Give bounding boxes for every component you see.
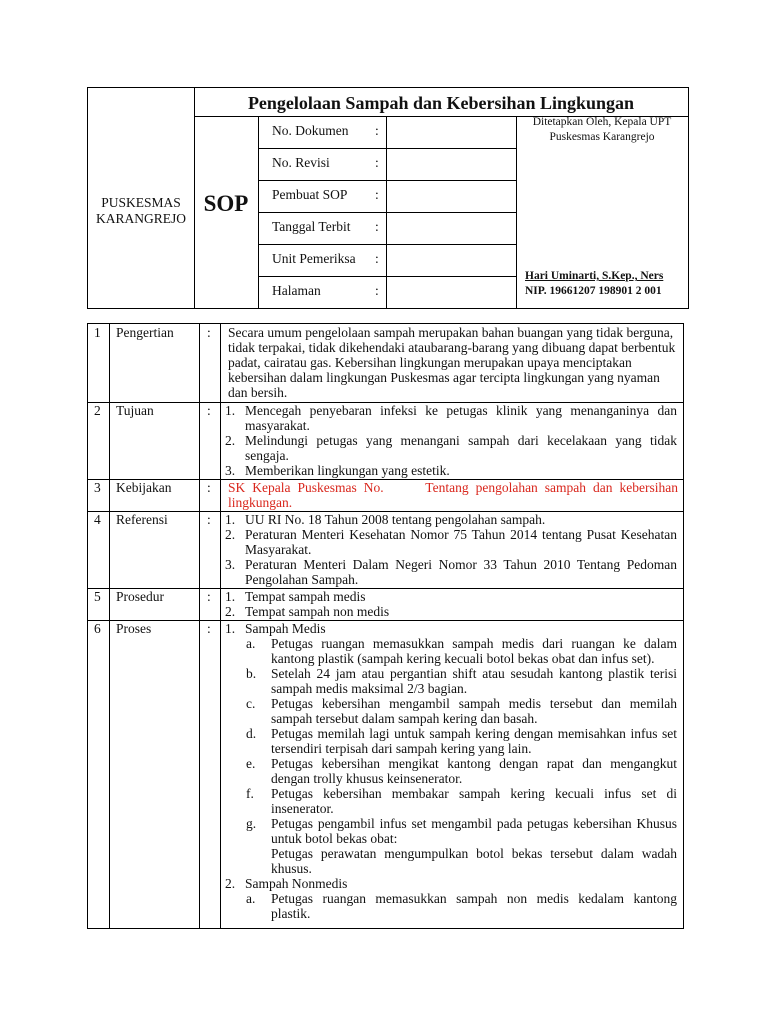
divider [220, 324, 221, 928]
sub-item: b. Setelah 24 jam atau pergantian shift atau sesudah kantong plastik terisi sampah medis maksimal 2/3 bagian. [246, 666, 677, 696]
row-number: 1 [94, 325, 101, 340]
sub-item: c. Petugas kebersihan mengambil sampah medis tersebut dan memilah sampah tersebut dalam sampah kering dan basah. [246, 696, 677, 726]
list-item: 1. UU RI No. 18 Tahun 2008 tentang pengolahan sampah. [225, 512, 546, 527]
authority-text: Ditetapkan Oleh, Kepala UPT Puskesmas Karangrejo [532, 116, 672, 143]
row-number: 4 [94, 512, 101, 527]
row-number: 5 [94, 589, 101, 604]
sub-item-note: Petugas perawatan mengumpulkan botol bekas tersebut dalam wadah khusus. [271, 846, 677, 876]
signer-name: Hari Uminarti, S.Kep., Ners [525, 270, 664, 282]
row-colon: : [207, 480, 211, 495]
pengertian-text: Secara umum pengelolaan sampah merupakan bahan buangan yang tidak berguna, tidak terpakai, tidak dikehendaki ataubarang-barang yang dibuang dapat berbentuk padat, cairatau gas. Kebersihan lingkungan merupakan upaya menciptakan kebersihan dalam lingkungan Puskesmas agar tercipta lingkungan yang nyaman dan bersih. [228, 325, 676, 400]
divider [109, 324, 110, 928]
row-colon: : [207, 621, 211, 636]
sub-item: g. Petugas pengambil infus set mengambil pada petugas kebersihan Khusus untuk botol bekas obat: [246, 816, 677, 846]
kebijakan-text: SK Kepala Puskesmas No. Tentang pengolahan sampah dan kebersihan lingkungan. [228, 480, 682, 510]
row-colon: : [207, 403, 211, 418]
row-key: Referensi [116, 512, 168, 527]
row-number: 2 [94, 403, 101, 418]
field-colon: : [375, 155, 379, 170]
list-item: 1. Mencegah penyebaran infeksi ke petugas klinik yang menanganinya dan masyarakat. [225, 403, 677, 433]
signer-nip: NIP. 19661207 198901 2 001 [525, 285, 662, 297]
field-colon: : [375, 283, 379, 298]
sub-item: f. Petugas kebersihan membakar sampah kering kecuali infus set di insenerator. [246, 786, 677, 816]
divider [199, 324, 200, 928]
list-item: 2. Tempat sampah non medis [225, 604, 390, 619]
row-colon: : [207, 325, 211, 340]
field-colon: : [375, 251, 379, 266]
divider [258, 180, 516, 181]
organization-name: PUSKESMAS KARANGREJO [95, 195, 186, 226]
list-item: 3. Peraturan Menteri Dalam Negeri Nomor 33 Tahun 2010 Tentang Pedoman Pengolahan Sampah. [225, 557, 677, 587]
field-label-pembuat-sop: Pembuat SOP [272, 187, 348, 202]
list-item: 2. Melindungi petugas yang menangani sampah dari kecelakaan yang tidak sengaja. [225, 433, 677, 463]
sub-item: e. Petugas kebersihan mengikat kantong dengan rapat dan mengangkut dengan trolly khusus keinsenerator. [246, 756, 677, 786]
list-item-sampah-medis: 1. Sampah Medis [225, 621, 326, 636]
prosedur-list [225, 589, 677, 619]
row-colon: : [207, 512, 211, 527]
row-key: Kebijakan [116, 480, 172, 495]
proses-list [225, 621, 677, 921]
divider [258, 244, 516, 245]
sub-item: d. Petugas memilah lagi untuk sampah kering dengan memisahkan infus set tersendiri terpisah dari sampah kering yang lain. [246, 726, 677, 756]
field-label-unit-pemeriksa: Unit Pemeriksa [272, 251, 356, 266]
row-number: 6 [94, 621, 101, 636]
field-label-halaman: Halaman [272, 283, 321, 298]
field-colon: : [375, 123, 379, 138]
field-colon: : [375, 219, 379, 234]
referensi-list [225, 512, 677, 587]
document-title: Pengelolaan Sampah dan Kebersihan Lingkungan [247, 93, 635, 113]
sub-item: a. Petugas ruangan memasukkan sampah medis dari ruangan ke dalam kantong plastik (sampah kering kecuali botol bekas obat dan infus set). [246, 636, 677, 666]
list-item: 1. Tempat sampah medis [225, 589, 366, 604]
sop-header-table [87, 87, 689, 309]
sub-item: a. Petugas ruangan memasukkan sampah non medis kedalam kantong plastik. [246, 891, 677, 921]
divider [258, 212, 516, 213]
list-item-sampah-nonmedis: 2. Sampah Nonmedis [225, 876, 348, 891]
row-key: Tujuan [116, 403, 154, 418]
field-label-no-revisi: No. Revisi [272, 155, 330, 170]
divider [258, 148, 516, 149]
tujuan-list [225, 403, 677, 478]
row-colon: : [207, 589, 211, 604]
row-key: Prosedur [116, 589, 164, 604]
row-key: Pengertian [116, 325, 174, 340]
sop-label: SOP [203, 191, 249, 216]
divider [258, 276, 516, 277]
list-item: 3. Memberikan lingkungan yang estetik. [225, 463, 450, 478]
row-number: 3 [94, 480, 101, 495]
field-colon: : [375, 187, 379, 202]
list-item: 2. Peraturan Menteri Kesehatan Nomor 75 Tahun 2014 tentang Pusat Kesehatan Masyarakat. [225, 527, 677, 557]
sop-body-table [87, 323, 684, 929]
field-label-no-dokumen: No. Dokumen [272, 123, 349, 138]
row-key: Proses [116, 621, 152, 636]
field-label-tanggal-terbit: Tanggal Terbit [272, 219, 351, 234]
